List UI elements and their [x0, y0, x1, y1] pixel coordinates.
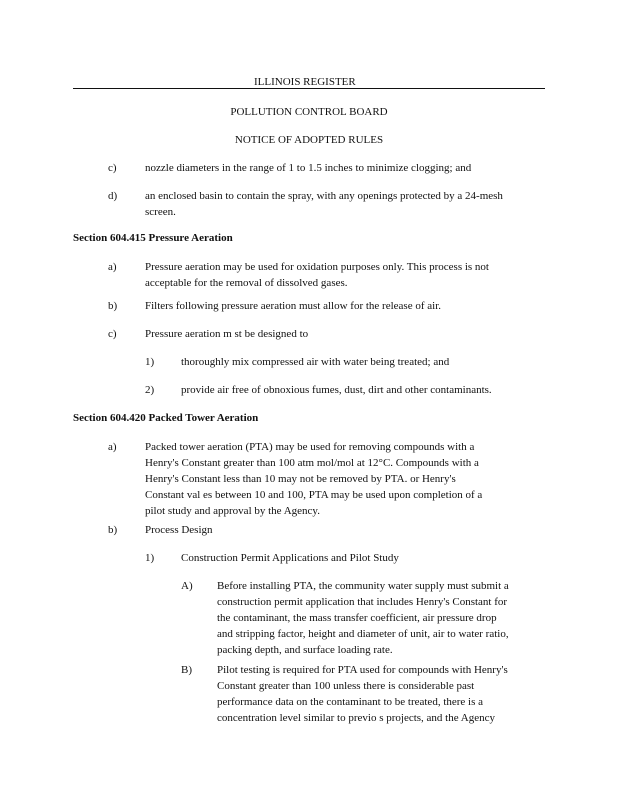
section-heading: Section 604.420 Packed Tower Aeration: [73, 412, 259, 424]
text-line: Henry's Constant greater than 100 atm mol/mol at 12°C. Compounds with a: [145, 457, 479, 469]
item-label: c): [108, 328, 117, 340]
text-line: Before installing PTA, the community water supply must submit a: [217, 580, 509, 592]
text-line: performance data on the contaminant to be treated, there is a: [217, 696, 484, 708]
subitem-text: Construction Permit Applications and Pilot Study: [181, 552, 399, 564]
item-text: [145, 439, 482, 519]
item-text: [145, 160, 471, 176]
subsubitem-text: [217, 578, 509, 658]
text-line: Pilot testing is required for PTA used for compounds with Henry's: [217, 664, 508, 676]
text-line: Filters following pressure aeration must allow for the release of air.: [145, 300, 441, 312]
text-line: Constant greater than 100 unless there is considerable past: [217, 680, 475, 692]
text-line: and stripping factor, height and diameter of unit, air to water ratio,: [217, 628, 509, 640]
text-line: Pressure aeration m st be designed to: [145, 328, 309, 340]
item-text: [145, 259, 489, 291]
subitem-text: thoroughly mix compressed air with water being treated; and: [181, 356, 450, 368]
board-title: POLLUTION CONTROL BOARD: [230, 106, 388, 118]
subsubitem-label: B): [181, 664, 192, 676]
text-line: acceptable for the removal of dissolved gases.: [145, 277, 348, 289]
text-line: the contaminant, the mass transfer coefficient, air pressure drop: [217, 612, 497, 624]
text-line: screen.: [145, 206, 176, 218]
text-line: Pressure aeration may be used for oxidation purposes only. This process is not: [145, 261, 489, 273]
text-line: pilot study and approval by the Agency.: [145, 505, 320, 517]
item-label: b): [108, 300, 118, 312]
item-text: [145, 298, 441, 314]
text-line: concentration level similar to previo s projects, and the Agency: [217, 712, 495, 724]
item-text: Process Design: [145, 524, 213, 536]
subitem-text: provide air free of obnoxious fumes, dust, dirt and other contaminants.: [181, 384, 492, 396]
subitem-label: 1): [145, 356, 155, 368]
subsubitem-label: A): [181, 580, 193, 592]
text-line: nozzle diameters in the range of 1 to 1.5 inches to minimize clogging; and: [145, 162, 472, 174]
section-heading: Section 604.415 Pressure Aeration: [73, 232, 233, 244]
text-line: construction permit application that includes Henry's Constant for: [217, 596, 508, 608]
text-line: an enclosed basin to contain the spray, with any openings protected by a 24-mesh: [145, 190, 503, 202]
text-line: Packed tower aeration (PTA) may be used for removing compounds with a: [145, 441, 475, 453]
item-label: a): [108, 441, 117, 453]
item-text: [145, 188, 503, 220]
subitem-label: 1): [145, 552, 155, 564]
notice-title: NOTICE OF ADOPTED RULES: [234, 134, 384, 146]
item-label: c): [108, 162, 117, 174]
item-text: [145, 326, 308, 342]
text-line: packing depth, and surface loading rate.: [217, 644, 393, 656]
subitem-label: 2): [145, 384, 155, 396]
item-label: d): [108, 190, 118, 202]
item-label: b): [108, 524, 118, 536]
text-line: Henry's Constant less than 10 may not be removed by PTA. or Henry's: [145, 473, 456, 485]
register-title: ILLINOIS REGISTER: [254, 76, 356, 88]
item-label: a): [108, 261, 117, 273]
header-rule: [73, 88, 545, 89]
text-line: Constant val es between 10 and 100, PTA may be used upon completion of a: [145, 489, 483, 501]
subsubitem-text: [217, 662, 508, 726]
